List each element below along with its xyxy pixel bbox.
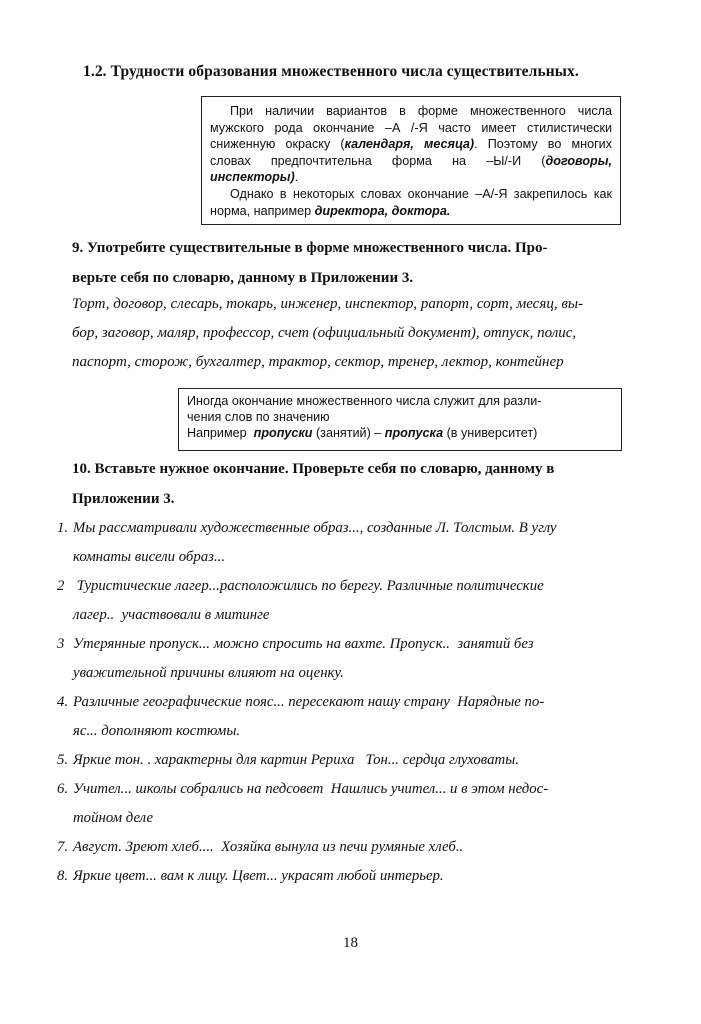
rule-text: При наличии вариантов в форме множественного числа мужского рода окончание –А /-Я часто имеет стилистически сниженную окраску ( [210,104,612,152]
section-number: 1.2. [83,63,107,80]
task-10-heading-line: Приложении 3. [72,491,175,507]
rule-example: календаря, месяца) [344,137,475,152]
note-text: Например [187,426,254,440]
task-9-heading-line: верьте себя по словарю, данному в Приложении 3. [72,270,414,286]
item-text: Август. Зреют хлеб.... Хозяйка вынула из печи румяные хлеб.. [73,839,464,855]
item-number: 2 [57,578,65,594]
section-title-rest: образования множественного числа существительных. [184,63,579,80]
item-number: 4. [57,694,69,710]
note-box [178,388,622,451]
exercise-item-2 [57,572,637,630]
item-number: 5. [57,752,69,768]
word-list-line: паспорт, сторож, бухгалтер, трактор, сектор, тренер, лектор, контейнер [72,354,564,370]
rule-box [201,96,621,225]
item-number: 1. [57,520,69,536]
note-text: (в университет) [443,426,538,440]
note-line: Иногда окончание множественного числа служит для разли- [187,394,542,408]
item-text: яс... дополняют костюмы. [73,723,241,739]
task-10-heading [72,454,629,514]
task-9-heading-line: 9. Употребите существительные в форме множественного числа. Про- [72,240,548,256]
item-number: 6. [57,781,69,797]
page-number: 18 [343,935,358,951]
word-list-line: бор, заговор, маляр, профессор, счет (официальный документ), отпуск, полис, [72,325,577,341]
rule-text: Однако в некоторых словах окончание –А/-Я закрепилось как норма, например [210,186,612,218]
task-10-heading-line: 10. Вставьте нужное окончание. Проверьте себя по словарю, данному в [72,461,555,477]
item-text: Яркие тон. . характерны для картин Рериха Тон... сердца глуховаты. [73,752,519,768]
item-text: уважительной причины влияют на оценку. [73,665,344,681]
exercise-item-1 [57,514,637,572]
note-text: (занятий) – [312,426,385,440]
word-list-line: Торт, договор, слесарь, токарь, инженер, инспектор, рапорт, сорт, месяц, вы- [72,296,583,312]
item-text: Утерянные пропуск... можно спросить на вахте. Пропуск.. занятий без [73,636,534,652]
item-text: Различные географические пояс... пересекают нашу страну Нарядные по- [73,694,545,710]
item-text: Туристические лагер...расположились по берегу. Различные политические [73,578,544,594]
item-number: 7. [57,839,69,855]
note-example: пропуска [384,426,444,440]
exercise-item-4 [57,688,637,746]
exercise-item-6 [57,775,637,833]
rule-paragraph-2 [210,186,612,219]
section-title [83,63,643,81]
item-number: 8. [57,868,69,884]
rule-example: договоры, инспекторы) [210,153,612,185]
exercise-item-7 [57,833,637,862]
rule-example: директора, доктора. [314,203,451,218]
item-number: 3 [57,636,65,652]
task-9-word-list [72,290,632,377]
note-line [187,425,613,441]
task-10-items [57,514,637,891]
rule-text: . [294,170,299,185]
section-title-bold: Трудности [110,63,185,80]
note-example: пропуски [253,426,313,440]
exercise-item-8 [57,862,637,891]
item-text: тойном деле [73,810,154,826]
item-text: Учител... школы собрались на педсовет Нашлись учител... и в этом недос- [73,781,549,797]
task-9-heading [72,233,629,293]
item-text: лагер.. участвовали в митинге [73,607,270,623]
rule-paragraph-1 [210,103,612,186]
exercise-item-3 [57,630,637,688]
item-text: Мы рассматривали художественные образ..., созданные Л. Толстым. В углу [73,520,557,536]
rule-text: . Поэтому во многих словах предпочтительна форма на –Ы/-И ( [210,137,612,168]
item-text: Яркие цвет... вам к лицу. Цвет... украсят любой интерьер. [73,868,444,884]
exercise-item-5 [57,746,637,775]
item-text: комнаты висели образ... [73,549,226,565]
note-line: чения слов по значению [187,410,330,424]
